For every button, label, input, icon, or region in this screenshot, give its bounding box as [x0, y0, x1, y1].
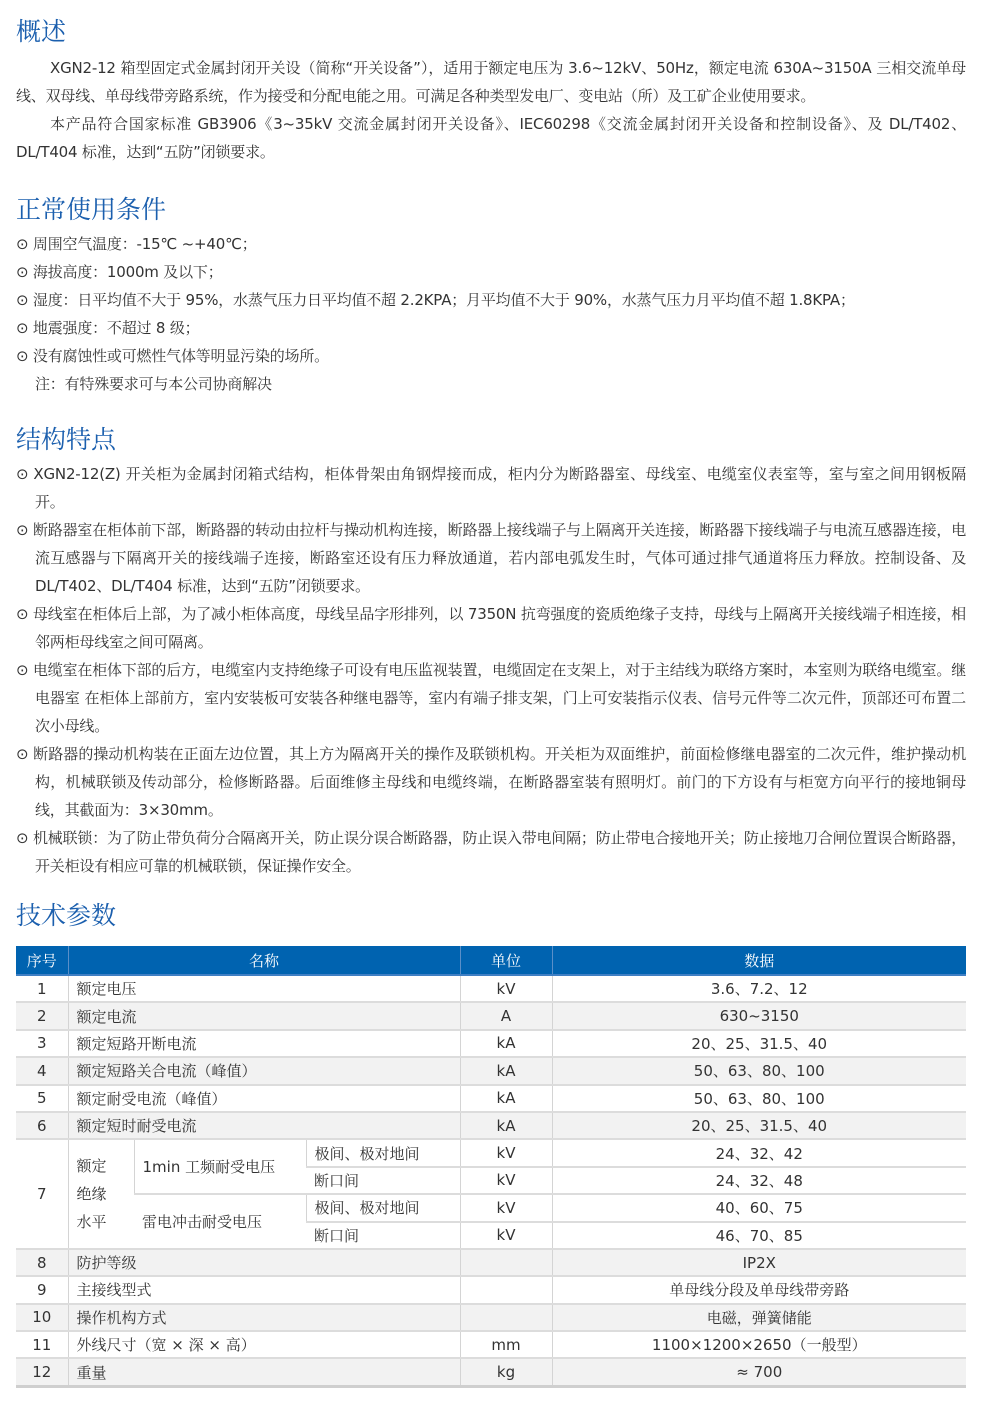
params-section: [16, 900, 116, 932]
cell: 额定电压: [68, 975, 460, 1002]
cell: 额定短路关合电流（峰值）: [68, 1057, 460, 1084]
cell: kV: [460, 975, 552, 1002]
cell: 20、25、31.5、40: [552, 1030, 966, 1057]
cell: 额定耐受电流（峰值）: [68, 1085, 460, 1112]
list-item: ⊙ XGN2-12(Z) 开关柜为金属封闭箱式结构，柜体骨架由角钢焊接而成，柜内分为断路器室、母线室、电缆室仪表室等，室与室之间用钢板隔开。: [16, 465, 966, 511]
cell: 防护等级: [68, 1249, 460, 1276]
structure-section: [16, 424, 966, 880]
cell: 4: [16, 1057, 68, 1084]
cell: kA: [460, 1112, 552, 1139]
list-item: ⊙ 机械联锁：为了防止带负荷分合隔离开关，防止误分误合断路器，防止误入带电间隔；防止带电合接地开关；防止接地刀合闸位置误合断路器，开关柜设有相应可靠的机械联锁，保证操作安全。: [16, 829, 966, 875]
table-row: [16, 1276, 966, 1303]
cell: kV: [460, 1167, 552, 1194]
cell: kA: [460, 1085, 552, 1112]
cell: 50、63、80、100: [552, 1085, 966, 1112]
cell: 7: [16, 1139, 68, 1249]
cell: 外线尺寸（宽 × 深 × 高）: [68, 1331, 460, 1358]
cell: [460, 1249, 552, 1276]
list-item: ⊙ 地震强度：不超过 8 级；: [16, 319, 200, 337]
cell: 630~3150: [552, 1002, 966, 1029]
section-title: 概述: [16, 17, 67, 46]
cell: 10: [16, 1304, 68, 1331]
section-title: 技术参数: [16, 901, 117, 930]
cell: 单母线分段及单母线带旁路: [552, 1276, 966, 1303]
cell: 断口间: [306, 1222, 460, 1249]
cell: kg: [460, 1358, 552, 1386]
header-value: 数据: [552, 946, 966, 975]
list-item: ⊙ 电缆室在柜体下部的后方，电缆室内支持绝缘子可设有电压监视装置，电缆固定在支架上，对于主结线为联络方案时，本室则为联络电缆室。继电器室 在柜体上部前方，室内安装板可安装各种继电器等，室内有端子排支架，门上可安装指示仪表、信号元件等二次元件，顶部还可布置二次小母线。: [16, 661, 966, 735]
cell: kV: [460, 1139, 552, 1166]
cell: kV: [460, 1222, 552, 1249]
cell: 3.6、7.2、12: [552, 975, 966, 1002]
cell: 1min 工频耐受电压: [134, 1139, 306, 1194]
table-row: [16, 1249, 966, 1276]
cell: 额定短路开断电流: [68, 1030, 460, 1057]
section-title: 正常使用条件: [16, 195, 167, 224]
table-row: [16, 1304, 966, 1331]
cell: 重量: [68, 1358, 460, 1386]
cell: A: [460, 1002, 552, 1029]
cell: 雷电冲击耐受电压: [134, 1194, 306, 1249]
cell: 1: [16, 975, 68, 1002]
table-row: [16, 1358, 966, 1386]
header-name: 名称: [68, 946, 460, 975]
paragraph: 本产品符合国家标准 GB3906《3~35kV 交流金属封闭开关设备》、IEC60298《交流金属封闭开关设备和控制设备》、及 DL/T402、DL/T404 标准，达到“五防”闭锁要求。: [16, 115, 966, 161]
cell: [460, 1276, 552, 1303]
list-item: ⊙ 断路器的操动机构装在正面左边位置，其上方为隔离开关的操作及联锁机构。开关柜为双面维护，前面检修继电器室的二次元件，维护操动机构，机械联锁及传动部分，检修断路器。后面维修主母线和电缆终端，在断路器室装有照明灯。前门的下方设有与柜宽方向平行的接地铜母线，其截面为：3×30mm。: [16, 745, 966, 819]
list-item: ⊙ 没有腐蚀性或可燃性气体等明显污染的场所。: [16, 347, 329, 365]
cell: 极间、极对地间: [306, 1139, 460, 1166]
cell: 3: [16, 1030, 68, 1057]
cell: 11: [16, 1331, 68, 1358]
cell: 6: [16, 1112, 68, 1139]
list-item: ⊙ 断路器室在柜体前下部，断路器的转动由拉杆与操动机构连接，断路器上接线端子与上隔离开关连接，断路器下接线端子与电流互感器连接，电流互感器与下隔离开关的接线端子连接，断路室还设有压力释放通道，若内部电弧发生时，气体可通过排气通道将压力释放。控制设备、及 DL/T402、DL/T404 标准，达到“五防”闭锁要求。: [16, 521, 966, 595]
cell: 操作机构方式: [68, 1304, 460, 1331]
insulation-label: [68, 1139, 134, 1249]
section-title: 结构特点: [16, 425, 117, 454]
table-row: [16, 1194, 966, 1221]
label-line: 水平: [76, 1213, 107, 1232]
cell: 额定短时耐受电流: [68, 1112, 460, 1139]
cell: [460, 1304, 552, 1331]
list-item: ⊙ 周围空气温度：-15℃ ~+40℃；: [16, 235, 257, 253]
cell: 46、70、85: [552, 1222, 966, 1249]
cell: 主接线型式: [68, 1276, 460, 1303]
overview-section: [16, 16, 966, 166]
params-table: [16, 946, 966, 1388]
cell: 50、63、80、100: [552, 1057, 966, 1084]
table-row: [16, 1057, 966, 1084]
table-row: [16, 975, 966, 1002]
table-header: [16, 946, 966, 975]
header-unit: 单位: [460, 946, 552, 975]
conditions-section: [16, 194, 966, 398]
table-row: [16, 1002, 966, 1029]
cell: 40、60、75: [552, 1194, 966, 1221]
cell: 24、32、42: [552, 1139, 966, 1166]
cell: 电磁，弹簧储能: [552, 1304, 966, 1331]
list-item: ⊙ 海拔高度：1000m 及以下；: [16, 263, 223, 281]
cell: IP2X: [552, 1249, 966, 1276]
cell: 8: [16, 1249, 68, 1276]
paragraph: XGN2-12 箱型固定式金属封闭开关设（简称“开关设备”），适用于额定电压为 3.6~12kV、50Hz，额定电流 630A~3150A 三相交流单母线、双母线、单母线带旁路系统，作为接受和分配电能之用。可满足各种类型发电厂、变电站（所）及工矿企业使用要求。: [16, 59, 966, 105]
header-no: 序号: [16, 946, 68, 975]
cell: 断口间: [306, 1167, 460, 1194]
cell: 20、25、31.5、40: [552, 1112, 966, 1139]
cell: mm: [460, 1331, 552, 1358]
label-line: 绝缘: [76, 1185, 107, 1204]
table-row: [16, 1112, 966, 1139]
cell: 2: [16, 1002, 68, 1029]
cell: 5: [16, 1085, 68, 1112]
cell: kA: [460, 1030, 552, 1057]
cell: 12: [16, 1358, 68, 1386]
cell: 额定电流: [68, 1002, 460, 1029]
table-row: [16, 1331, 966, 1358]
cell: ≈ 700: [552, 1358, 966, 1386]
cell: 9: [16, 1276, 68, 1303]
table-row: [16, 1139, 966, 1166]
label-line: 额定: [76, 1157, 107, 1176]
list-item: ⊙ 湿度：日平均值不大于 95%，水蒸气压力日平均值不超 2.2KPA；月平均值不大于 90%，水蒸气压力月平均值不超 1.8KPA；: [16, 291, 855, 309]
table-row: [16, 1085, 966, 1112]
cell: 1100×1200×2650（一般型）: [552, 1331, 966, 1358]
cell: kV: [460, 1194, 552, 1221]
table-row: [16, 1030, 966, 1057]
list-item: ⊙ 母线室在柜体后上部，为了减小柜体高度，母线呈品字形排列，以 7350N 抗弯强度的瓷质绝缘子支持，母线与上隔离开关接线端子相连接，相邻两柜母线室之间可隔离。: [16, 605, 966, 651]
cell: 极间、极对地间: [306, 1194, 460, 1221]
note: 注：有特殊要求可与本公司协商解决: [35, 375, 272, 393]
cell: kA: [460, 1057, 552, 1084]
cell: 24、32、48: [552, 1167, 966, 1194]
